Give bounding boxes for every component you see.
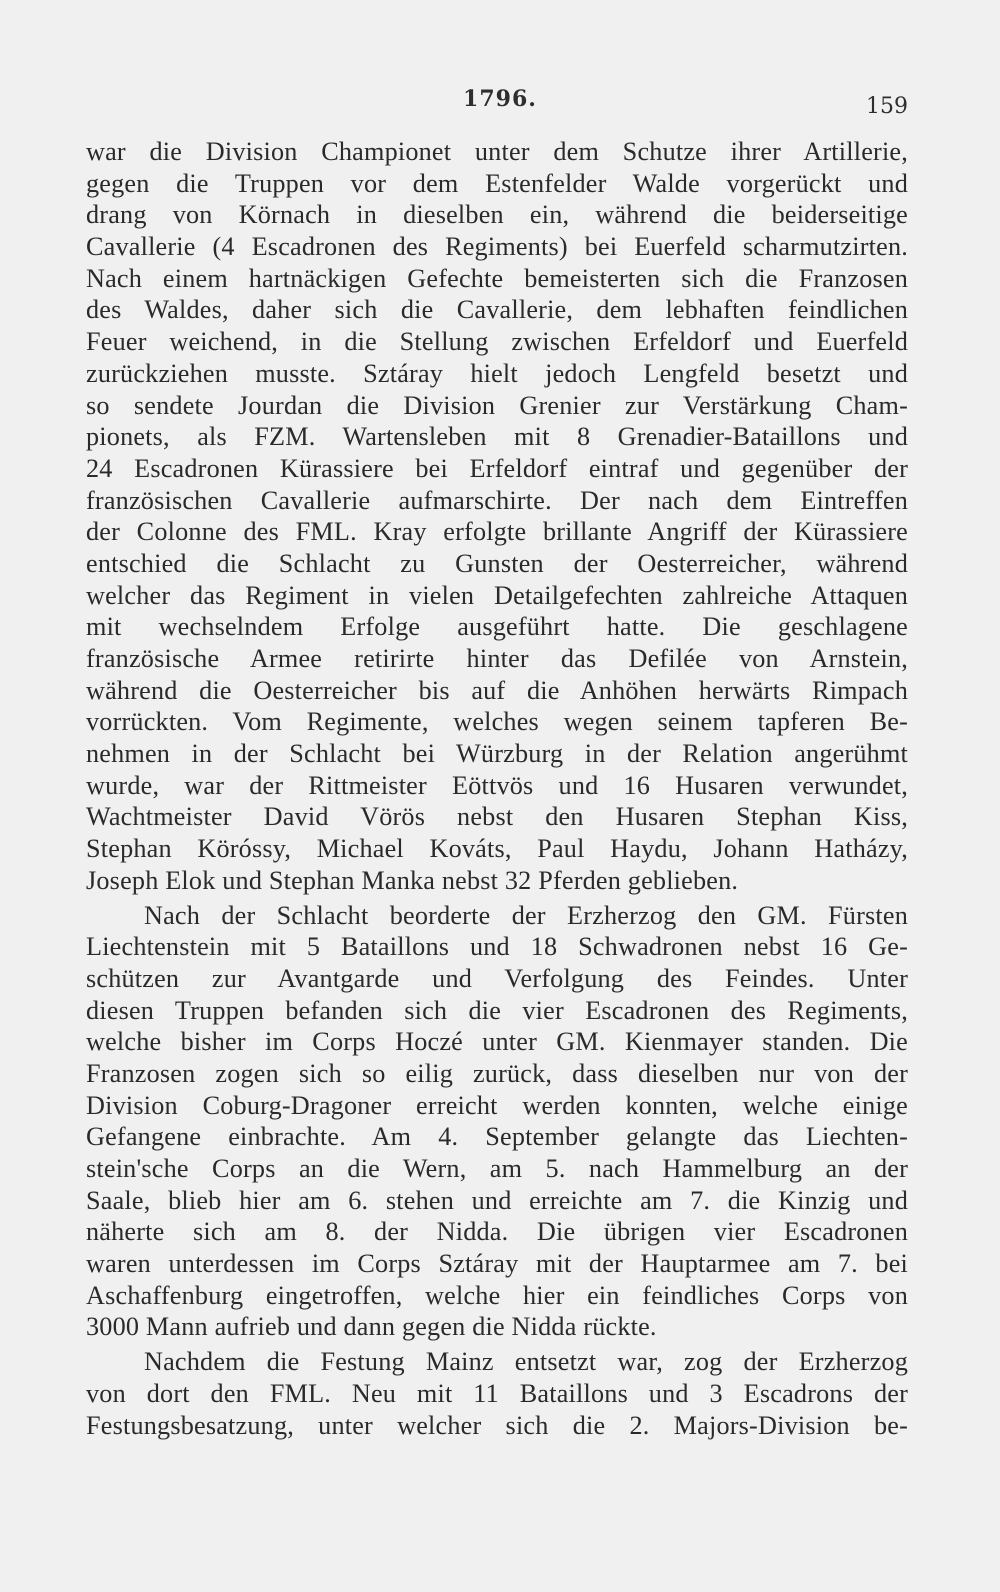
text-line: schützen zur Avantgarde und Verfolgung des Feindes. Unter bbox=[86, 963, 908, 993]
text-line: während die Oesterreicher bis auf die Anhöhen herwärts Rimpach bbox=[86, 675, 908, 705]
text-line: Joseph Elok und Stephan Manka nebst 32 Pferden geblieben. bbox=[86, 865, 739, 895]
text-line: 24 Escadronen Kürassiere bei Erfeldorf eintraf und gegenüber der bbox=[86, 453, 908, 483]
paragraph bbox=[86, 136, 908, 897]
text-line: nehmen in der Schlacht bei Würzburg in der Relation angerühmt bbox=[86, 739, 908, 769]
text-line: des Waldes, daher sich die Cavallerie, dem lebhaften feindlichen bbox=[86, 295, 908, 325]
text-line: so sendete Jourdan die Division Grenier zur Verstärkung Cham- bbox=[86, 390, 908, 420]
text-line: Nachdem die Festung Mainz entsetzt war, zog der Erzherzog bbox=[144, 1347, 908, 1377]
text-line: näherte sich am 8. der Nidda. Die übrigen vier Escadronen bbox=[86, 1217, 908, 1247]
text-line: Aschaffenburg eingetroffen, welche hier ein feindliches Corps von bbox=[86, 1280, 908, 1310]
text-line: pionets, als FZM. Wartensleben mit 8 Grenadier-Bataillons und bbox=[86, 422, 908, 452]
text-line: mit wechselndem Erfolge ausgeführt hatte. Die geschlagene bbox=[86, 612, 908, 642]
text-line: welche bisher im Corps Hoczé unter GM. Kienmayer standen. Die bbox=[86, 1027, 908, 1057]
text-line: Wachtmeister David Vörös nebst den Husaren Stephan Kiss, bbox=[86, 802, 908, 832]
text-line: Gefangene einbrachte. Am 4. September gelangte das Liechten- bbox=[86, 1122, 908, 1152]
text-line: Feuer weichend, in die Stellung zwischen Erfeldorf und Euerfeld bbox=[86, 327, 908, 357]
text-line: welcher das Regiment in vielen Detailgefechten zahlreiche Attaquen bbox=[86, 580, 908, 610]
text-line: stein'sche Corps an die Wern, am 5. nach Hammelburg an der bbox=[86, 1154, 908, 1183]
text-line: zurückziehen musste. Sztáray hielt jedoch Lengfeld besetzt und bbox=[86, 358, 908, 388]
text-line: vorrückten. Vom Regimente, welches wegen seinem tapferen Be- bbox=[86, 707, 908, 737]
text-line: Division Coburg-Dragoner erreicht werden konnten, welche einige bbox=[86, 1090, 908, 1120]
text-line: der Colonne des FML. Kray erfolgte brillante Angriff der Kürassiere bbox=[86, 517, 908, 547]
text-line: Saale, blieb hier am 6. stehen und erreichte am 7. die Kinzig und bbox=[86, 1185, 908, 1215]
text-line: Franzosen zogen sich so eilig zurück, dass dieselben nur von der bbox=[86, 1058, 908, 1088]
text-line: war die Division Championet unter dem Schutze ihrer Artillerie, bbox=[86, 137, 908, 166]
body-text bbox=[86, 136, 908, 1441]
running-header-year: 1796. bbox=[463, 86, 537, 112]
paragraph bbox=[86, 900, 908, 1344]
text-line: Liechtenstein mit 5 Bataillons und 18 Schwadronen nebst 16 Ge- bbox=[86, 932, 908, 962]
text-line: Nach der Schlacht beorderte der Erzherzog den GM. Fürsten bbox=[144, 900, 908, 930]
text-line: waren unterdessen im Corps Sztáray mit der Hauptarmee am 7. bei bbox=[86, 1249, 908, 1279]
text-line: von dort den FML. Neu mit 11 Bataillons und 3 Escadrons der bbox=[86, 1378, 908, 1408]
text-line: entschied die Schlacht zu Gunsten der Oesterreicher, während bbox=[86, 548, 908, 578]
page-number: 159 bbox=[866, 94, 908, 119]
text-line: gegen die Truppen vor dem Estenfelder Walde vorgerückt und bbox=[86, 168, 908, 198]
paragraph bbox=[86, 1346, 908, 1441]
text-line: 3000 Mann aufrieb und dann gegen die Nidda rückte. bbox=[86, 1312, 657, 1342]
text-line: französische Armee retirirte hinter das Defilée von Arnstein, bbox=[86, 644, 908, 673]
text-line: wurde, war der Rittmeister Eöttvös und 16 Husaren verwundet, bbox=[86, 770, 908, 800]
text-line: drang von Körnach in dieselben ein, während die beiderseitige bbox=[86, 200, 908, 230]
text-line: Festungsbesatzung, unter welcher sich die 2. Majors-Division be- bbox=[86, 1410, 908, 1440]
text-line: Nach einem hartnäckigen Gefechte bemeisterten sich die Franzosen bbox=[86, 263, 908, 293]
text-line: Stephan Köróssy, Michael Kováts, Paul Haydu, Johann Hatházy, bbox=[86, 834, 908, 864]
text-line: französischen Cavallerie aufmarschirte. Der nach dem Eintreffen bbox=[86, 485, 908, 515]
text-line: Cavallerie (4 Escadronen des Regiments) bei Euerfeld scharmutzirten. bbox=[86, 232, 908, 262]
text-line: diesen Truppen befanden sich die vier Escadronen des Regiments, bbox=[86, 995, 908, 1025]
